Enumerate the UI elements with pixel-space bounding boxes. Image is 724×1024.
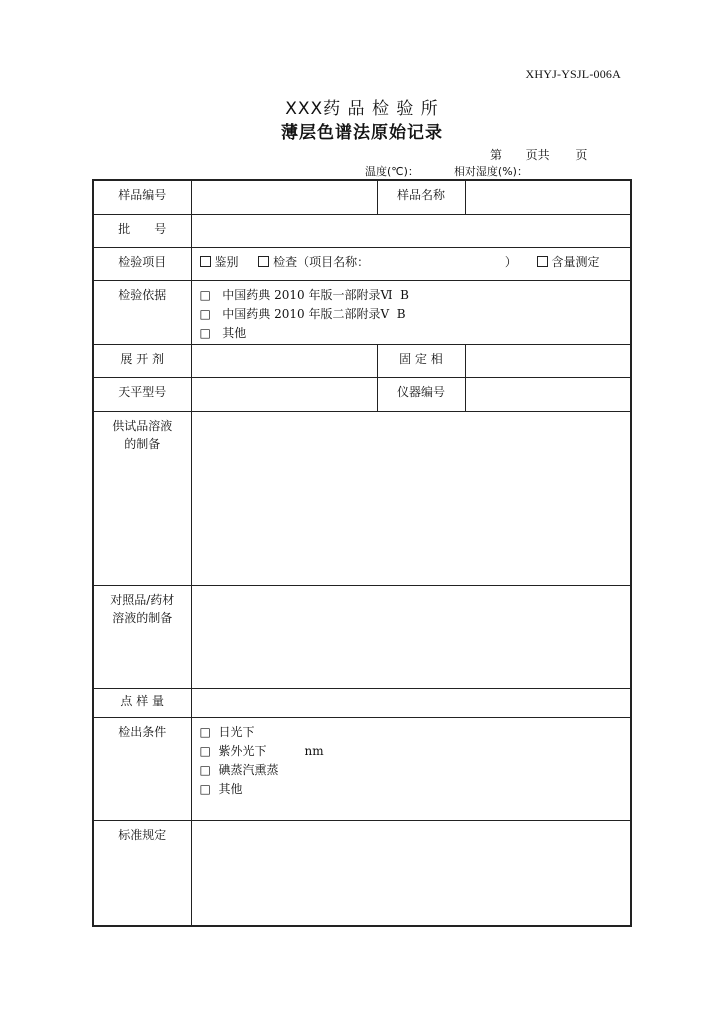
developer-label: 展 开 剂 bbox=[93, 344, 191, 377]
record-form bbox=[92, 179, 632, 927]
test-solution-label-line1: 供试品溶液 bbox=[112, 418, 173, 433]
checkbox-glyph: □ bbox=[199, 781, 211, 796]
checkbox-glyph: □ bbox=[199, 724, 211, 739]
row-test-item bbox=[93, 247, 631, 280]
basis-option-2-label: 中国药典 2010 年版二部附录Ⅴ B bbox=[222, 306, 406, 321]
uv-unit-label: nm bbox=[304, 743, 324, 758]
batch-label: 批 号 bbox=[93, 214, 191, 247]
humidity-label: 相对湿度(%)： bbox=[453, 165, 528, 178]
test-solution-label bbox=[93, 411, 191, 585]
test-item-label: 检验项目 bbox=[93, 247, 191, 280]
balance-model-field[interactable] bbox=[191, 377, 377, 411]
reference-solution-label bbox=[93, 585, 191, 688]
sample-name-field[interactable] bbox=[465, 180, 631, 214]
page-label: 第 bbox=[490, 148, 503, 162]
daylight-label: 日光下 bbox=[218, 724, 255, 739]
standard-field[interactable] bbox=[191, 820, 631, 926]
detection-option-daylight[interactable] bbox=[200, 723, 631, 742]
row-basis bbox=[93, 280, 631, 344]
record-title: 薄层色谱法原始记录 bbox=[281, 123, 443, 143]
checkbox-glyph: □ bbox=[199, 762, 211, 777]
spot-volume-field[interactable] bbox=[191, 688, 631, 717]
detection-option-uv[interactable] bbox=[200, 742, 631, 761]
inspection-close-paren: ） bbox=[504, 254, 517, 269]
iodine-label: 碘蒸汽熏蒸 bbox=[218, 762, 279, 777]
basis-label: 检验依据 bbox=[93, 280, 191, 344]
row-standard bbox=[93, 820, 631, 926]
sample-id-label: 样品编号 bbox=[93, 180, 191, 214]
sample-name-label: 样品名称 bbox=[377, 180, 465, 214]
identification-label: 鉴别 bbox=[214, 254, 239, 269]
basis-options bbox=[191, 280, 631, 344]
basis-option-2[interactable] bbox=[200, 305, 631, 324]
inspection-checkbox[interactable] bbox=[258, 255, 369, 269]
checkbox-glyph: □ bbox=[199, 306, 211, 321]
detection-options bbox=[191, 717, 631, 820]
row-reference-solution bbox=[93, 585, 631, 688]
instrument-number-field[interactable] bbox=[465, 377, 631, 411]
detection-option-iodine[interactable] bbox=[200, 761, 631, 780]
other-label: 其他 bbox=[218, 781, 243, 796]
row-balance bbox=[93, 377, 631, 411]
basis-option-1-label: 中国药典 2010 年版一部附录Ⅵ B bbox=[222, 287, 409, 302]
reference-solution-label-line2: 溶液的制备 bbox=[112, 610, 173, 625]
spot-volume-label: 点 样 量 bbox=[93, 688, 191, 717]
stationary-phase-field[interactable] bbox=[465, 344, 631, 377]
basis-option-3[interactable] bbox=[200, 324, 631, 343]
assay-label: 含量测定 bbox=[551, 254, 600, 269]
batch-field[interactable] bbox=[191, 214, 631, 247]
test-solution-field[interactable] bbox=[191, 411, 631, 585]
page-info bbox=[490, 146, 587, 163]
instrument-number-label: 仪器编号 bbox=[377, 377, 465, 411]
page-unit-label: 页共 bbox=[525, 148, 550, 162]
assay-checkbox[interactable] bbox=[537, 255, 600, 269]
row-spot-volume bbox=[93, 688, 631, 717]
climate-info bbox=[365, 163, 528, 179]
test-item-options bbox=[191, 247, 631, 280]
reference-solution-label-line1: 对照品/药材 bbox=[110, 592, 175, 607]
row-batch bbox=[93, 214, 631, 247]
total-pages-label: 页 bbox=[575, 148, 588, 162]
test-solution-label-line2: 的制备 bbox=[124, 436, 161, 451]
checkbox-glyph: □ bbox=[199, 287, 211, 302]
checkbox-icon bbox=[537, 256, 548, 267]
checkbox-icon bbox=[258, 256, 269, 267]
standard-label: 标准规定 bbox=[93, 820, 191, 926]
row-sample bbox=[93, 180, 631, 214]
inspection-label: 检查（项目名称： bbox=[273, 254, 370, 269]
temperature-label: 温度(℃)： bbox=[365, 165, 419, 178]
developer-field[interactable] bbox=[191, 344, 377, 377]
detection-label: 检出条件 bbox=[93, 717, 191, 820]
identification-checkbox[interactable] bbox=[200, 255, 239, 269]
institute-title: XXX药 品 检 验 所 bbox=[285, 99, 439, 119]
row-developer bbox=[93, 344, 631, 377]
checkbox-glyph: □ bbox=[199, 325, 211, 340]
row-test-solution bbox=[93, 411, 631, 585]
basis-option-3-label: 其他 bbox=[222, 325, 247, 340]
stationary-phase-label: 固 定 相 bbox=[377, 344, 465, 377]
checkbox-glyph: □ bbox=[199, 743, 211, 758]
checkbox-icon bbox=[200, 256, 211, 267]
sample-id-field[interactable] bbox=[191, 180, 377, 214]
detection-option-other[interactable] bbox=[200, 780, 631, 799]
balance-model-label: 天平型号 bbox=[93, 377, 191, 411]
row-detection bbox=[93, 717, 631, 820]
reference-solution-field[interactable] bbox=[191, 585, 631, 688]
document-number: XHYJ-YSJL-006A bbox=[525, 67, 621, 81]
uv-label: 紫外光下 bbox=[218, 743, 267, 758]
basis-option-1[interactable] bbox=[200, 286, 631, 305]
